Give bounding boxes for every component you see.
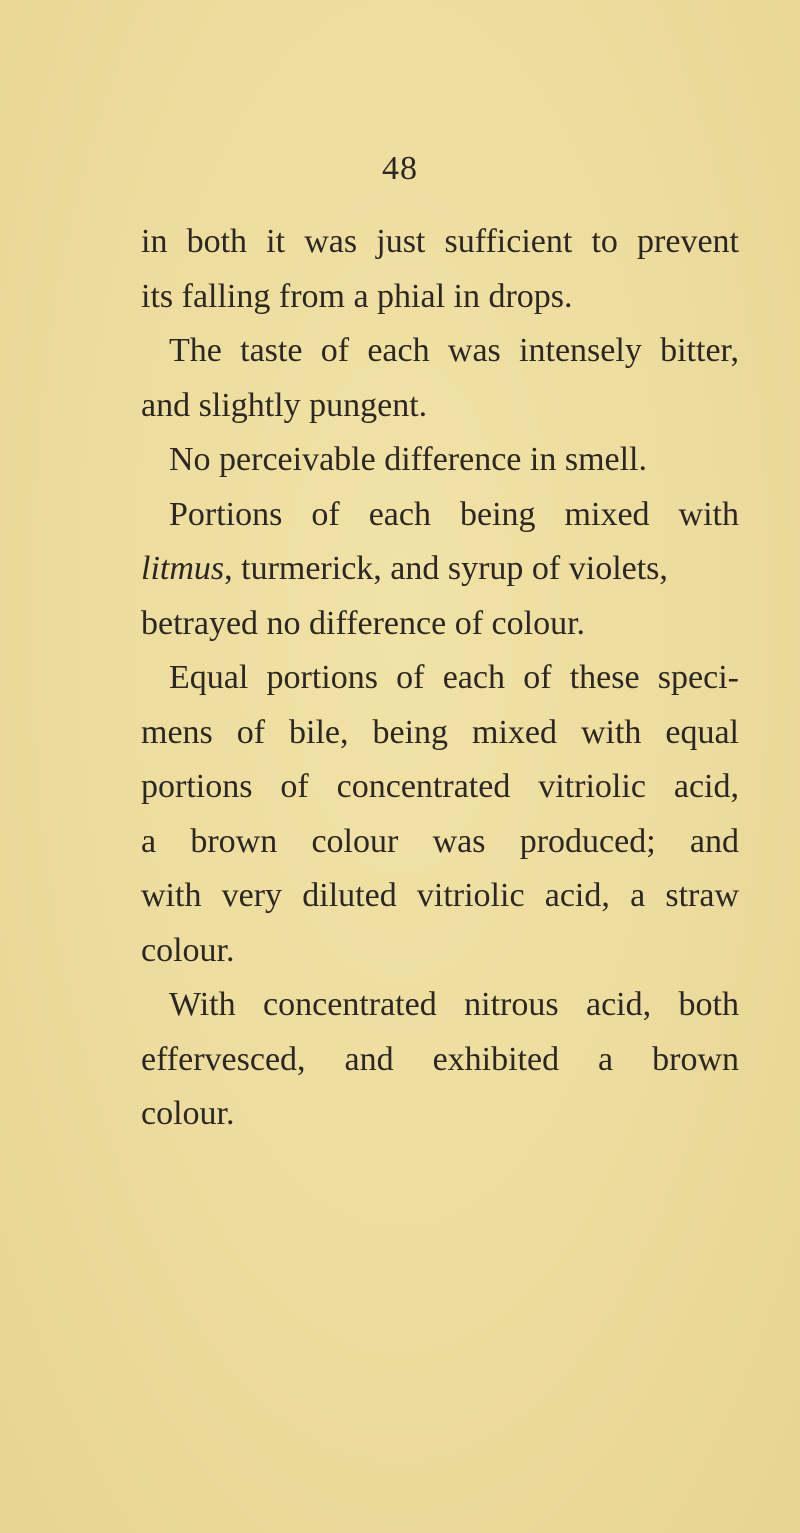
text-line: its falling from a phial in drops. <box>141 277 573 315</box>
text-line: effervesced, and exhibited a brown <box>141 1040 739 1078</box>
text-line: mens of bile, being mixed with equal <box>141 713 739 751</box>
text-line: in both it was just sufficient to prevent <box>141 223 739 260</box>
text-line: betrayed no difference of colour. <box>141 604 586 642</box>
text-line-rest: , turmerick, and syrup of violets, <box>224 550 668 587</box>
text-line: with very diluted vitriolic acid, a straw <box>141 877 739 914</box>
text-line: and slightly pungent. <box>141 386 428 424</box>
text-line: colour. <box>141 931 235 969</box>
page-body-text <box>141 215 739 1142</box>
text-line: colour. <box>141 1095 235 1132</box>
italic-term: litmus <box>141 550 225 587</box>
text-line: portions of concentrated vitriolic acid, <box>141 768 739 805</box>
text-line: Equal portions of each of these speci- <box>169 659 739 696</box>
text-line: The taste of each was intensely bitter, <box>169 332 739 369</box>
text-line: Portions of each being mixed with <box>169 495 739 533</box>
text-line: a brown colour was produced; and <box>141 822 739 860</box>
page-number: 48 <box>382 150 418 187</box>
text-line-compound <box>141 542 739 597</box>
text-line: With concentrated nitrous acid, both <box>169 986 739 1023</box>
text-line: No perceivable difference in smell. <box>169 441 647 478</box>
